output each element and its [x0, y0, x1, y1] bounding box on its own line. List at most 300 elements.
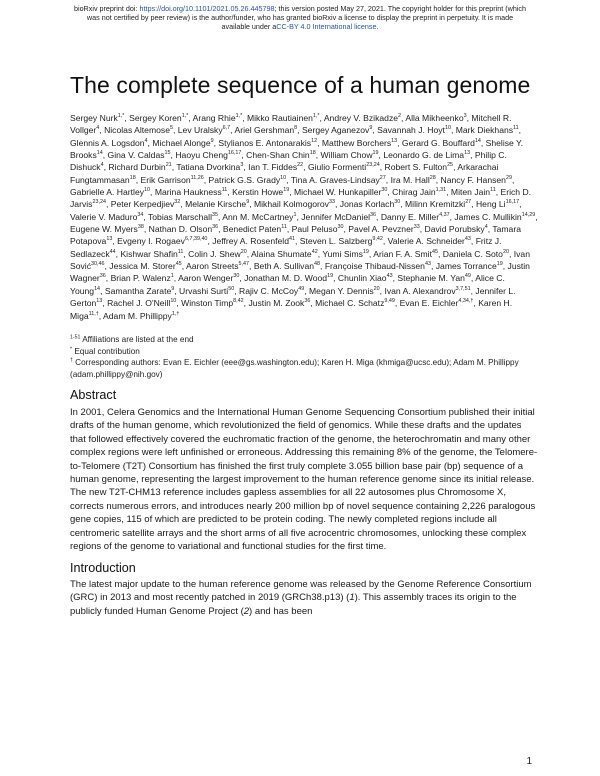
author-name: Chen-Shan Chin	[246, 150, 310, 161]
author-affiliation: 14	[474, 137, 481, 144]
author-name: Danny E. Miller	[380, 211, 440, 222]
author-name: James Torrance	[435, 261, 497, 272]
doi-link[interactable]: https://doi.org/10.1101/2021.05.26.445798	[139, 4, 275, 13]
author-name: Leonardo G. de Lima	[383, 150, 465, 161]
author-affiliation: 28	[429, 174, 436, 181]
author-name: Aaron Streets	[186, 261, 239, 272]
author-name: Erich D. Jarvis	[70, 187, 532, 210]
preprint-header	[0, 4, 600, 31]
author-name: Chirag Jain	[392, 187, 436, 198]
corresponding-authors-note: † Corresponding authors: Evan E. Eichler (eee@gs.washington.edu); Karen H. Miga (khmiga@ucsc.edu); Adam M. Phillippy (adam.phillippy@nih.gov)	[70, 357, 519, 379]
author	[405, 199, 471, 209]
author-name: Nathan D. Olson	[148, 224, 213, 235]
author-name: Ivan Sović	[70, 248, 530, 272]
author-affiliation: 27	[465, 199, 472, 206]
author-name: Gerard G. Bouffard	[401, 137, 475, 148]
author	[425, 224, 488, 234]
author-name: Tatiana Dvorkina	[176, 162, 241, 173]
author	[176, 162, 243, 172]
author-affiliation: 18	[309, 150, 316, 157]
author-name: Glennis A. Logsdon	[70, 137, 145, 148]
author	[300, 236, 383, 246]
author-affiliation: 36	[99, 273, 106, 280]
author-name: Stylianos E. Antonarakis	[218, 137, 312, 148]
author-affiliation: 23,24	[366, 162, 380, 169]
author-affiliation: 30,46	[91, 261, 105, 268]
author	[302, 125, 372, 135]
author-affiliation: 11	[177, 248, 184, 255]
author-name: Karen H. Miga	[70, 298, 513, 321]
author-name: Jessica M. Storer	[109, 261, 176, 272]
author	[148, 212, 218, 222]
author-affiliation: 9,42	[372, 236, 383, 243]
author-affiliation: 30	[233, 273, 240, 280]
author	[291, 175, 386, 185]
author-name: Ira M. Hall	[390, 174, 430, 185]
author-affiliation: 36	[304, 298, 311, 305]
author-name: Milinn Kremitzki	[405, 199, 466, 210]
author	[476, 199, 519, 209]
author	[454, 212, 535, 222]
author	[391, 175, 436, 185]
author	[70, 224, 144, 234]
citation-2[interactable]: 2	[243, 605, 250, 617]
author-affiliation: 5	[169, 125, 173, 132]
author-affiliation: 20	[502, 248, 509, 255]
author-affiliation: 8	[294, 125, 298, 132]
author-affiliation: 35	[211, 211, 218, 218]
author	[185, 199, 249, 209]
author-affiliation: 3	[240, 162, 244, 169]
author-affiliation: 6,7	[222, 125, 231, 132]
author-name: Alla Mikheenko	[405, 113, 464, 123]
author	[377, 125, 451, 135]
author-name: Alice C. Young	[70, 273, 505, 296]
author-affiliation: 33	[328, 199, 335, 206]
author-name: Gabrielle A. Hartley	[70, 187, 145, 198]
author-affiliation: 4,34,†	[458, 298, 474, 305]
author-name: Colin J. Shew	[188, 248, 241, 259]
author-name: Alaina Shumate	[251, 248, 312, 259]
author-affiliation: 1,31	[435, 187, 447, 194]
author-affiliation: 15	[164, 150, 171, 157]
author-affiliation: 4	[144, 137, 148, 144]
author-name: Eugene W. Myers	[70, 224, 138, 235]
author-affiliation: 9	[171, 285, 175, 292]
author-name: Daniela C. Soto	[442, 248, 503, 259]
author-name: Mark Diekhans	[455, 125, 514, 136]
equal-contribution-note: * Equal contribution	[70, 345, 140, 356]
author-affiliation: 1,*	[117, 113, 125, 120]
author	[397, 273, 471, 283]
author-name: Paul Peluso	[291, 224, 338, 235]
author-name: Samantha Zarate	[104, 285, 172, 296]
author	[70, 187, 150, 197]
author-affiliation: 30	[394, 199, 401, 206]
page-number: 1	[526, 756, 532, 767]
author-affiliation: 10	[144, 187, 151, 194]
author-name: Sergey Koren	[129, 113, 182, 123]
author	[384, 162, 453, 172]
author-affiliation: 1,*	[181, 113, 189, 120]
author-name: Fritz J. Sedlazeck	[70, 236, 502, 259]
author	[322, 249, 369, 259]
author-name: Kerstin Howe	[232, 187, 284, 198]
author-name: Peter Kerpedjiev	[110, 199, 175, 210]
author	[400, 298, 474, 308]
author	[292, 224, 344, 234]
author	[186, 261, 249, 271]
author-name: Brian P. Walenz	[110, 273, 171, 284]
author-affiliation: 45	[431, 248, 438, 255]
header-line-3: available under aCC-BY 4.0 International license.	[221, 22, 379, 31]
author	[325, 261, 431, 271]
author-name: Pavel A. Pevzner	[348, 224, 414, 235]
author	[111, 199, 181, 209]
author-name: Steven L. Salzberg	[299, 236, 373, 247]
author-affiliation: 19	[496, 261, 503, 268]
header-line-2: was not certified by peer review) is the author/funder, who has granted bioRxiv a license to display the preprint in perpetuity. It is made	[86, 13, 514, 22]
header-line-1: bioRxiv preprint doi: https://doi.org/10.1101/2021.05.26.445798; this version posted May 27, 2021. The copyright holder for this preprint (which	[73, 4, 527, 13]
author-name: Marina Haukness	[154, 187, 222, 198]
author	[70, 138, 148, 148]
author-affiliation: 23,24	[92, 199, 106, 206]
author-name: Valerie V. Maduro	[70, 211, 138, 222]
author-name: Justin Wagner	[70, 261, 530, 284]
author-name: Michael C. Schatz	[315, 298, 385, 309]
author	[321, 150, 379, 160]
author-affiliation: 11,26	[190, 174, 204, 181]
author	[234, 125, 297, 135]
author-affiliation: 19	[327, 273, 334, 280]
author	[301, 212, 376, 222]
author	[179, 286, 234, 296]
author-affiliation: 27	[379, 174, 386, 181]
author	[188, 249, 247, 259]
author-name: Nancy F. Hansen	[440, 174, 506, 185]
author	[209, 175, 287, 185]
author-affiliation: 16,17	[505, 199, 520, 206]
author-name: Tamara Potapova	[70, 224, 521, 247]
author	[181, 298, 244, 308]
author-name: Adam M. Phillippy	[103, 310, 172, 321]
author-affiliation: 43	[386, 273, 393, 280]
affiliations-note: $^{1-51}$ Affiliations are listed at the end	[70, 334, 194, 344]
author-name: Winston Timp	[181, 298, 234, 309]
author-name: David Porubsky	[424, 224, 485, 235]
author-affiliation: 34	[137, 211, 144, 218]
author-name: Evgeny I. Rogaev	[117, 236, 185, 247]
author	[141, 175, 204, 185]
author-name: Tina A. Graves-Lindsay	[290, 174, 380, 185]
author-name: William Chow	[320, 150, 373, 161]
author-name: Mitchell R. Vollger	[70, 113, 512, 136]
author-affiliation: 45	[175, 261, 182, 268]
author	[178, 125, 230, 135]
author	[223, 224, 287, 234]
author	[155, 187, 227, 197]
author-affiliation: 1,*	[235, 113, 243, 120]
author-name: Ariel Gershman	[234, 125, 295, 136]
author-affiliation: 10	[444, 125, 451, 132]
author-affiliation: 48	[314, 261, 321, 268]
author	[178, 273, 239, 283]
author-affiliation: 30	[381, 187, 388, 194]
author-affiliation: 29	[505, 174, 512, 181]
author-affiliation: 30	[337, 224, 344, 231]
author-affiliation: 18	[129, 174, 136, 181]
author	[402, 138, 481, 148]
author-affiliation: 43	[464, 236, 471, 243]
author-affiliation: 11,†	[88, 310, 99, 317]
author	[212, 236, 295, 246]
author	[340, 199, 400, 209]
author	[388, 236, 471, 246]
author-affiliation: 5,47	[238, 261, 250, 268]
author-name: Rachel J. O'Neill	[107, 298, 171, 309]
author-affiliation: 14	[94, 285, 101, 292]
author-name: Tobias Marschall	[147, 211, 212, 222]
author-affiliation: 4	[96, 125, 100, 132]
author-affiliation: 36	[212, 224, 219, 231]
author-affiliation: 32	[174, 199, 181, 206]
author-affiliation: 43	[424, 261, 431, 268]
author-name: Benedict Paten	[222, 224, 282, 235]
author-affiliation: 2	[398, 113, 402, 120]
author-name: Haoyu Cheng	[175, 150, 228, 161]
author-name: Richard Durbin	[108, 162, 166, 173]
author-name: Erik Garrison	[140, 174, 191, 185]
paper-title: The complete sequence of a human genome	[70, 72, 531, 98]
author	[108, 150, 171, 160]
author	[108, 162, 171, 172]
author	[254, 199, 335, 209]
author-name: Mikhail Kolmogorov	[253, 199, 329, 210]
author-name: Sergey Nurk	[70, 113, 118, 123]
author	[117, 236, 207, 246]
author-affiliation: 3,7,51	[455, 285, 471, 292]
author-affiliation: 9	[246, 199, 250, 206]
author-affiliation: 9,49	[384, 298, 395, 305]
author	[120, 249, 183, 259]
author-name: Robert S. Fulton	[384, 162, 448, 173]
author	[436, 261, 503, 271]
author	[294, 187, 387, 197]
license-link[interactable]: CC-BY 4.0 International license	[276, 22, 377, 31]
introduction-body: The latest major update to the human reference genome was released by the Genome Reference Consortium (GRC) in 2013 and most recently patched in 2019 (GRCh38.p13) (1). This assembly traces its origin to the publicly funded Human Genome Project (2) and has been	[70, 579, 532, 617]
author	[322, 138, 397, 148]
author-name: Patrick G.S. Grady	[208, 174, 281, 185]
author-notes	[70, 334, 538, 380]
author-name: Arang Rhie	[192, 113, 236, 123]
author-affiliation: 49	[464, 273, 471, 280]
author-name: Mikko Rautiainen	[246, 113, 313, 123]
author-affiliation: 4,37	[439, 211, 450, 218]
author-affiliation: 42	[311, 248, 318, 255]
author-affiliation: 19	[372, 150, 379, 157]
author	[152, 138, 213, 148]
author-affiliation: 14	[96, 150, 103, 157]
author-affiliation: 10	[170, 298, 177, 305]
author	[246, 150, 316, 160]
author-name: Melanie Kirsche	[185, 199, 247, 210]
author-affiliation: 10	[280, 174, 287, 181]
abstract-body: In 2001, Celera Genomics and the International Human Genome Sequencing Consortium published their initial drafts of the human genome, which revolutionized the field of genomics. While these drafts and the updates that followed effectively covered the euchromatic fraction of the genome, the heterochromatin and many other complex regions were left unfinished or erroneous. Addressing this remaining 8% of the genome, the Telomere-to-Telomere (T2T) Consortium has finished the first truly complete 3.055 billion base pair (bp) sequence of a human genome, representing the largest improvement to the human reference genome since its initial release. The new T2T-CHM13 reference includes gapless assemblies for all 22 autosomes plus Chromosome X, corrects numerous errors, and introduces nearly 200 million bp of novel sequence containing 2,226 paralogous gene copies, 115 of which are predicted to be protein coding. The newly completed regions include all centromeric satellite arrays and the short arms of all five acrocentric chromosomes, unlocking these complex regions of the genome to variational and functional studies for the first time.	[70, 407, 538, 553]
author	[104, 125, 173, 135]
author	[70, 212, 143, 222]
author-affiliation: 11	[490, 187, 496, 194]
author-affiliation: 44	[109, 248, 116, 255]
author-affiliation: 20	[373, 285, 380, 292]
author-name: Philip C. Dishuck	[70, 150, 507, 173]
author-affiliation: 14,29	[521, 211, 536, 218]
author	[222, 212, 296, 222]
author-affiliation: 1	[170, 273, 174, 280]
author	[109, 261, 181, 271]
author-name: Miten Jain	[450, 187, 491, 198]
author-affiliation: 13	[391, 137, 398, 144]
author-name: Michael W. Hunkapiller	[293, 187, 382, 198]
author	[443, 249, 509, 259]
author-name: Chunlin Xiao	[337, 273, 387, 284]
author	[405, 113, 466, 123]
author	[218, 138, 317, 148]
author	[149, 224, 219, 234]
author-name: Arian F. A. Smit	[373, 248, 432, 259]
author-affiliation: 33	[413, 224, 420, 231]
author	[384, 286, 470, 296]
author	[315, 298, 395, 308]
author	[441, 175, 512, 185]
author-affiliation: 38	[137, 224, 144, 231]
author	[248, 298, 310, 308]
author-affiliation: 1	[293, 211, 297, 218]
author	[308, 162, 380, 172]
author-affiliation: 36	[370, 211, 377, 218]
author-affiliation: 4	[100, 162, 104, 169]
author-name: Yumi Sims	[322, 248, 363, 259]
author-affiliation: 50	[228, 285, 235, 292]
author-name: Andrey V. Bzikadze	[323, 113, 399, 123]
author-affiliation: 9	[369, 125, 373, 132]
author	[383, 150, 470, 160]
author-affiliation: 21	[165, 162, 172, 169]
author-name: Kishwar Shafin	[120, 248, 178, 259]
author	[111, 273, 174, 283]
author-name: Giulio Formenti	[307, 162, 367, 173]
author-affiliation: 1,*	[312, 113, 320, 120]
author	[175, 150, 241, 160]
author-name: Jennifer L. Gerton	[70, 285, 516, 309]
author	[105, 286, 174, 296]
author-affiliation: 13	[464, 150, 471, 157]
author-affiliation: 9	[210, 137, 214, 144]
author-affiliation: 8,42	[233, 298, 244, 305]
author-name: Aaron Wenger	[178, 273, 234, 284]
author-affiliation: 13	[96, 298, 103, 305]
author-affiliation: 4	[484, 224, 488, 231]
author-name: Françoise Thibaud-Nissen	[324, 261, 425, 272]
author-affiliation: 16,17	[227, 150, 242, 157]
author-name: Sergey Aganezov	[301, 125, 370, 136]
author	[129, 113, 188, 123]
author-affiliation: 13	[106, 236, 113, 243]
author-affiliation: 11	[281, 224, 287, 231]
author-affiliation: 3	[463, 113, 467, 120]
author	[239, 286, 304, 296]
author-affiliation: 1,†	[171, 310, 180, 317]
author	[107, 298, 176, 308]
author-name: Jennifer McDaniel	[301, 211, 371, 222]
author-name: Valerie A. Schneider	[387, 236, 465, 247]
author-name: Justin M. Zook	[248, 298, 305, 309]
introduction-heading: Introduction	[70, 561, 136, 575]
author	[348, 224, 419, 234]
author-list: Sergey Nurk$^{1,*}$, Sergey Koren$^{1,*}$, Arang Rhie$^{1,*}$, Mikko Rautiainen$^{1,*}$, Andrey V. Bzikadze$^2$, Alla Mikheenko$^3$, Mitchell R. Vollger$^4$, Nicolas Altemose$^5$, Lev Uralsky$^{6,7}$, Ariel Gershman$^8$, Sergey Aganezov$^9$, Savannah J. Hoyt$^{10}$, Mark Diekhans$^{11}$, Glennis A. Logsdon$^4$, Michael Alonge$^9$, Stylianos E. Antonarakis$^{12}$, Matthew Borchers$^{13}$, Gerard G. Bouffard$^{14}$, Shelise Y. Brooks$^{14}$, Gina V. Caldas$^{15}$, Haoyu Cheng$^{16,17}$, Chen-Shan Chin$^{18}$, William Chow$^{19}$, Leonardo G. de Lima$^{13}$, Philip C. Dishuck$^4$, Richard Durbin$^{21}$, Tatiana Dvorkina$^3$, Ian T. Fiddes$^{22}$, Giulio Formenti$^{23,24}$, Robert S. Fulton$^{25}$, Arkarachai Fungtammasan$^{18}$, Erik Garrison$^{11,26}$, Patrick G.S. Grady$^{10}$, Tina A. Graves-Lindsay$^{27}$, Ira M. Hall$^{28}$, Nancy F. Hansen$^{29}$, Gabrielle A. Hartley$^{10}$, Marina Haukness$^{11}$, Kerstin Howe$^{19}$, Michael W. Hunkapiller$^{30}$, Chirag Jain$^{1,31}$, Miten Jain$^{11}$, Erich D. Jarvis$^{23,24}$, Peter Kerpedjiev$^{32}$, Melanie Kirsche$^9$, Mikhail Kolmogorov$^{33}$, Jonas Korlach$^{30}$, Milinn Kremitzki$^{27}$, Heng Li$^{16,17}$, Valerie V. Maduro$^{34}$, Tobias Marschall$^{35}$, Ann M. McCartney$^1$, Jennifer McDaniel$^{36}$, Danny E. Miller$^{4,37}$, James C. Mullikin$^{14,29}$, Eugene W. Myers$^{38}$, Nathan D. Olson$^{36}$, Benedict Paten$^{11}$, Paul Peluso$^{30}$, Pavel A. Pevzner$^{33}$, David Porubsky$^4$, Tamara Potapova$^{13}$, Evgeny I. Rogaev$^{6,7,39,40}$, Jeffrey A. Rosenfeld$^{41}$, Steven L. Salzberg$^{9,42}$, Valerie A. Schneider$^{43}$, Fritz J. Sedlazeck$^{44}$, Kishwar Shafin$^{11}$, Colin J. Shew$^{20}$, Alaina Shumate$^{42}$, Yumi Sims$^{19}$, Arian F. A. Smit$^{45}$, Daniela C. Soto$^{20}$, Ivan Sović$^{30,46}$, Jessica M. Storer$^{45}$, Aaron Streets$^{5,47}$, Beth A. Sullivan$^{48}$, Françoise Thibaud-Nissen$^{43}$, James Torrance$^{19}$, Justin Wagner$^{36}$, Brian P. Walenz$^1$, Aaron Wenger$^{30}$, Jonathan M. D. Wood$^{19}$, Chunlin Xiao$^{43}$, Stephanie M. Yan$^{49}$, Alice C. Young$^{14}$, Samantha Zarate$^9$, Urvashi Surti$^{50}$, Rajiv C. McCoy$^{49}$, Megan Y. Dennis$^{20}$, Ivan A. Alexandrov$^{3,7,51}$, Jennifer L. Gerton$^{13}$, Rachel J. O'Neill$^{10}$, Winston Timp$^{8,42}$, Justin M. Zook$^{36}$, Michael C. Schatz$^{9,49}$, Evan E. Eichler$^{4,34,\dagger}$, Karen H. Miga$^{11,\dagger}$, Adam M. Phillippy$^{1,\dagger}$	[70, 113, 538, 321]
author-name: Jeffrey A. Rosenfeld	[212, 236, 289, 247]
author	[324, 113, 401, 123]
author-affiliation: 12	[311, 137, 318, 144]
author	[248, 162, 303, 172]
author	[103, 311, 179, 321]
citation-1[interactable]: 1	[349, 592, 355, 604]
author-name: Ian T. Fiddes	[248, 162, 298, 173]
author-name: Michael Alonge	[152, 137, 211, 148]
author	[254, 261, 320, 271]
author-affiliation: 19	[362, 248, 369, 255]
author-name: Urvashi Surti	[179, 285, 229, 296]
author	[381, 212, 450, 222]
author-affiliation: 20	[240, 248, 247, 255]
abstract-heading: Abstract	[70, 388, 117, 402]
author-name: Jonathan M. D. Wood	[244, 273, 328, 284]
author-name: Ann M. McCartney	[222, 211, 294, 222]
author-name: Gina V. Caldas	[107, 150, 165, 161]
author-name: Megan Y. Dennis	[309, 285, 374, 296]
author-name: James C. Mullikin	[454, 211, 522, 222]
author-name: Matthew Borchers	[321, 137, 392, 148]
author-affiliation: 19	[283, 187, 290, 194]
author	[456, 125, 519, 135]
author-affiliation: 11	[513, 125, 519, 132]
author	[309, 286, 380, 296]
author-name: Savannah J. Hoyt	[377, 125, 445, 136]
author	[247, 113, 320, 123]
author-name: Stephanie M. Yan	[397, 273, 465, 284]
author-name: Arkarachai Fungtammasan	[70, 162, 499, 185]
author	[373, 249, 438, 259]
author-affiliation: 22	[297, 162, 304, 169]
author-affiliation: 6,7,39,40	[184, 236, 208, 243]
author	[451, 187, 496, 197]
author-name: Heng Li	[475, 199, 506, 210]
author-name: Lev Uralsky	[177, 125, 223, 136]
author	[392, 187, 446, 197]
author	[244, 273, 333, 283]
author	[193, 113, 243, 123]
author	[232, 187, 289, 197]
author-name: Jonas Korlach	[339, 199, 395, 210]
author	[338, 273, 393, 283]
author-affiliation: 49	[298, 285, 305, 292]
author-affiliation: 11	[221, 187, 228, 194]
author-name: Nicolas Altemose	[104, 125, 170, 136]
author	[251, 249, 318, 259]
author	[70, 113, 124, 123]
author-name: Evan E. Eichler	[399, 298, 459, 309]
author-name: Beth A. Sullivan	[253, 261, 315, 272]
author-affiliation: 41	[288, 236, 295, 243]
